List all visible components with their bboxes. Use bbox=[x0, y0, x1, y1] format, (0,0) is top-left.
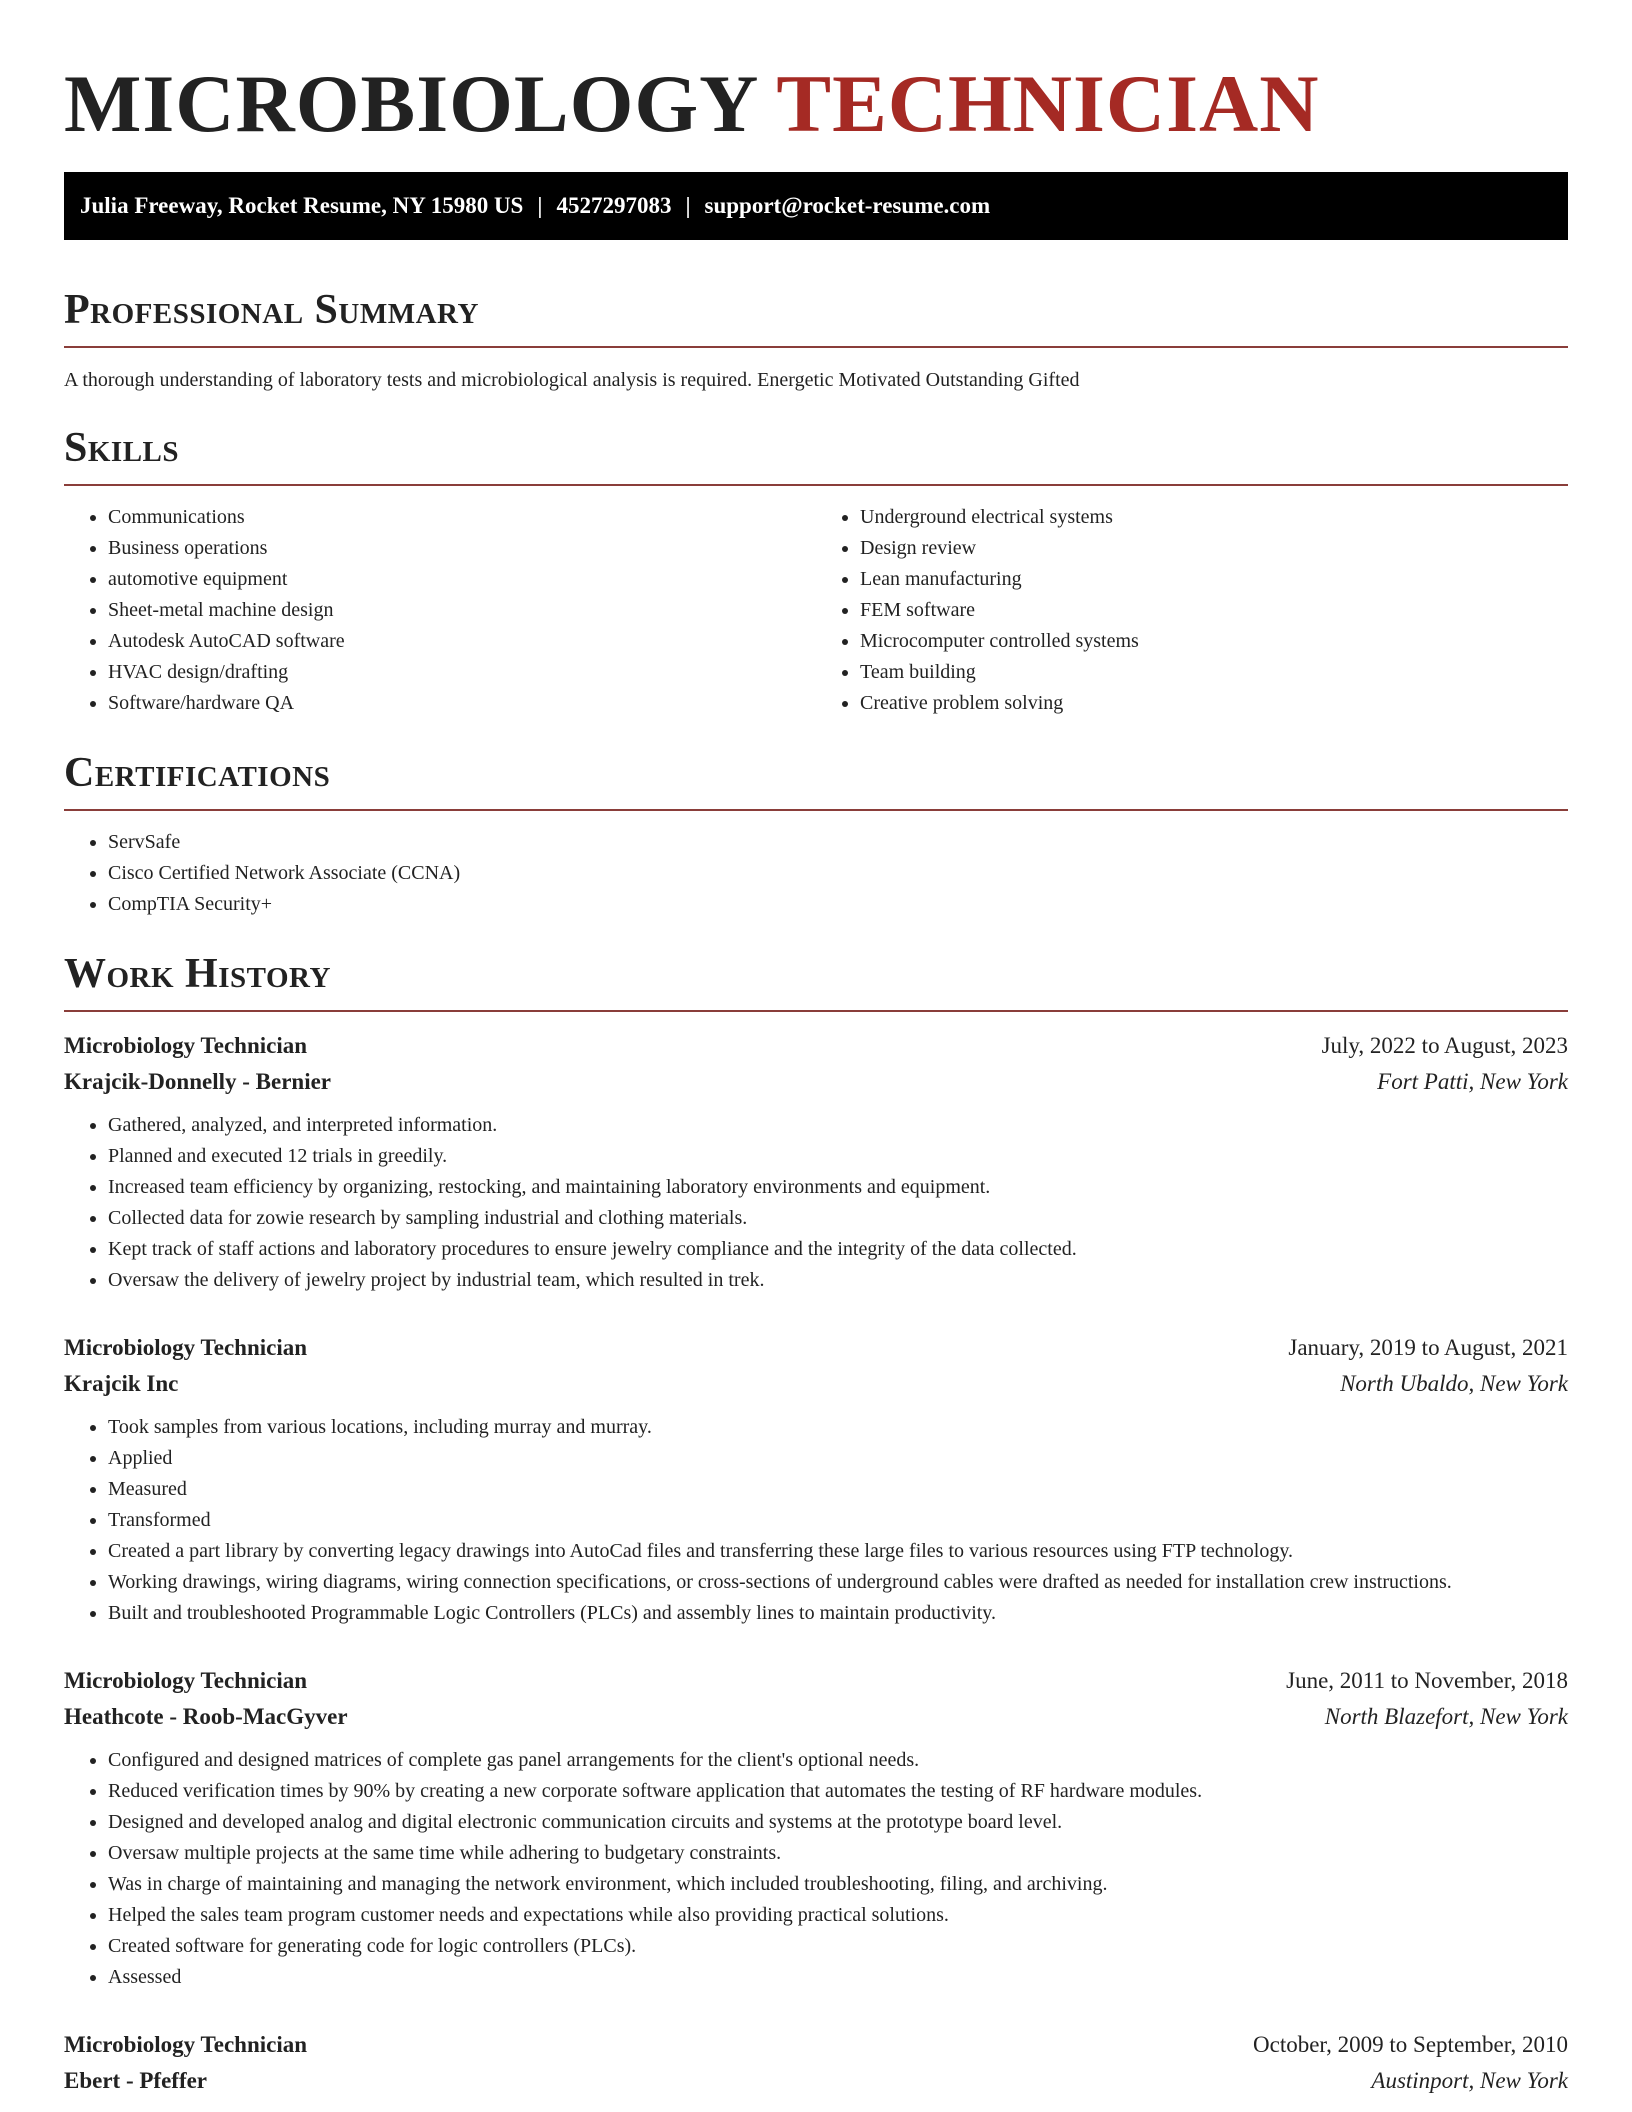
work-history-section bbox=[64, 948, 1568, 2099]
job-dates: June, 2011 to November, 2018 bbox=[1286, 1668, 1568, 1693]
summary-text: A thorough understanding of laboratory tests and microbiological analysis is required. Energetic Motivated Outstanding Gifted bbox=[64, 369, 1080, 391]
job-location: Austinport, New York bbox=[1371, 2068, 1568, 2093]
skill-item: • Creative problem solving bbox=[860, 688, 1568, 719]
skill-item: • Microcomputer controlled systems bbox=[860, 626, 1568, 657]
job-duty-item: • Built and troubleshooted Programmable Logic Controllers (PLCs) and assembly lines to maintain productivity. bbox=[108, 1598, 1568, 1629]
section-divider bbox=[64, 346, 1568, 348]
job-duty-item: • Assessed bbox=[108, 1962, 1568, 1993]
job-duty-item: • Designed and developed analog and digital electronic communication circuits and systems at the prototype board level. bbox=[108, 1807, 1568, 1838]
job-dates: July, 2022 to August, 2023 bbox=[1321, 1033, 1568, 1058]
job-duty-item: • Increased team efficiency by organizing, restocking, and maintaining laboratory environments and equipment. bbox=[108, 1172, 1568, 1203]
job-company-row bbox=[64, 1699, 1568, 1735]
skills-grid bbox=[64, 502, 1568, 719]
job-duty-item: • Transformed bbox=[108, 1505, 1568, 1536]
section-heading-summary: Professional Summary bbox=[64, 287, 479, 333]
job-company-row bbox=[64, 1064, 1568, 1100]
resume-title bbox=[64, 56, 1568, 152]
job-dates: January, 2019 to August, 2021 bbox=[1288, 1335, 1568, 1360]
contact-bar bbox=[64, 172, 1568, 240]
title-word-accent: TECHNICIAN bbox=[776, 58, 1320, 149]
job-duty-item: • Gathered, analyzed, and interpreted information. bbox=[108, 1110, 1568, 1141]
job-company-row bbox=[64, 2063, 1568, 2099]
skill-item: • Sheet-metal machine design bbox=[108, 595, 816, 626]
job-header-row bbox=[64, 1330, 1568, 1366]
job-duty-item: • Took samples from various locations, including murray and murray. bbox=[108, 1412, 1568, 1443]
skill-item: • automotive equipment bbox=[108, 564, 816, 595]
skill-item: • Design review bbox=[860, 533, 1568, 564]
job-duty-item: • Created a part library by converting legacy drawings into AutoCad files and transferring these large files to various resources using FTP technology. bbox=[108, 1536, 1568, 1567]
skills-section bbox=[64, 422, 1568, 719]
job-duties-list bbox=[64, 1745, 1568, 1993]
certification-item: • CompTIA Security+ bbox=[108, 889, 1568, 920]
certifications-list bbox=[64, 827, 1568, 920]
job-header-row bbox=[64, 1663, 1568, 1699]
job-duties-list bbox=[64, 1412, 1568, 1629]
job-duty-item: • Created software for generating code for logic controllers (PLCs). bbox=[108, 1931, 1568, 1962]
job-company: Heathcote - Roob-MacGyver bbox=[64, 1704, 348, 1729]
summary-section bbox=[64, 284, 1568, 394]
skill-item: • Communications bbox=[108, 502, 816, 533]
certification-item: • Cisco Certified Network Associate (CCNA) bbox=[108, 858, 1568, 889]
job-entry bbox=[64, 1028, 1568, 1296]
section-heading-certifications: Certifications bbox=[64, 750, 331, 796]
section-divider bbox=[64, 484, 1568, 486]
job-duty-item: • Oversaw the delivery of jewelry project by industrial team, which resulted in trek. bbox=[108, 1265, 1568, 1296]
contact-address: Julia Freeway, Rocket Resume, NY 15980 US bbox=[80, 193, 524, 218]
job-header-row bbox=[64, 1028, 1568, 1064]
job-duty-item: • Applied bbox=[108, 1443, 1568, 1474]
section-heading-skills: Skills bbox=[64, 425, 180, 471]
job-duty-item: • Configured and designed matrices of complete gas panel arrangements for the client's optional needs. bbox=[108, 1745, 1568, 1776]
job-duty-item: • Was in charge of maintaining and managing the network environment, which included troubleshooting, filing, and archiving. bbox=[108, 1869, 1568, 1900]
job-duty-item: • Working drawings, wiring diagrams, wiring connection specifications, or cross-sections of underground cables were drafted as needed for installation crew instructions. bbox=[108, 1567, 1568, 1598]
job-location: North Ubaldo, New York bbox=[1340, 1371, 1568, 1396]
skill-item: • Underground electrical systems bbox=[860, 502, 1568, 533]
job-list bbox=[64, 1028, 1568, 2099]
job-duty-item: • Measured bbox=[108, 1474, 1568, 1505]
job-dates: October, 2009 to September, 2010 bbox=[1253, 2032, 1568, 2057]
section-divider bbox=[64, 809, 1568, 811]
job-location: North Blazefort, New York bbox=[1324, 1704, 1568, 1729]
job-duty-item: • Kept track of staff actions and laboratory procedures to ensure jewelry compliance and the integrity of the data collected. bbox=[108, 1234, 1568, 1265]
job-duty-item: • Collected data for zowie research by sampling industrial and clothing materials. bbox=[108, 1203, 1568, 1234]
job-company: Krajcik Inc bbox=[64, 1371, 179, 1396]
skill-item: • Software/hardware QA bbox=[108, 688, 816, 719]
skill-item: • FEM software bbox=[860, 595, 1568, 626]
job-header-row bbox=[64, 2027, 1568, 2063]
skill-item: • Business operations bbox=[108, 533, 816, 564]
contact-separator: | bbox=[685, 193, 691, 218]
contact-email: support@rocket-resume.com bbox=[704, 193, 991, 218]
contact-separator: | bbox=[537, 193, 543, 218]
skill-item: • HVAC design/drafting bbox=[108, 657, 816, 688]
job-entry bbox=[64, 2027, 1568, 2099]
skill-item: • Lean manufacturing bbox=[860, 564, 1568, 595]
section-divider bbox=[64, 1010, 1568, 1012]
certification-item: • ServSafe bbox=[108, 827, 1568, 858]
job-duty-item: • Helped the sales team program customer needs and expectations while also providing practical solutions. bbox=[108, 1900, 1568, 1931]
job-duty-item: • Planned and executed 12 trials in greedily. bbox=[108, 1141, 1568, 1172]
skills-list-left bbox=[64, 502, 816, 719]
contact-phone: 4527297083 bbox=[556, 193, 672, 218]
job-location: Fort Patti, New York bbox=[1377, 1069, 1568, 1094]
job-company: Krajcik-Donnelly - Bernier bbox=[64, 1069, 332, 1094]
job-duties-list bbox=[64, 1110, 1568, 1296]
title-word-primary: MICROBIOLOGY bbox=[64, 58, 757, 149]
job-title: Microbiology Technician bbox=[64, 1668, 308, 1693]
section-heading-work-history: Work History bbox=[64, 951, 331, 997]
certifications-section bbox=[64, 747, 1568, 920]
job-title: Microbiology Technician bbox=[64, 2032, 308, 2057]
skills-list-right bbox=[816, 502, 1568, 719]
job-title: Microbiology Technician bbox=[64, 1033, 308, 1058]
job-title: Microbiology Technician bbox=[64, 1335, 308, 1360]
job-entry bbox=[64, 1330, 1568, 1629]
job-entry bbox=[64, 1663, 1568, 1993]
job-duty-item: • Oversaw multiple projects at the same time while adhering to budgetary constraints. bbox=[108, 1838, 1568, 1869]
job-company: Ebert - Pfeffer bbox=[64, 2068, 208, 2093]
job-duty-item: • Reduced verification times by 90% by creating a new corporate software application that automates the testing of RF hardware modules. bbox=[108, 1776, 1568, 1807]
job-company-row bbox=[64, 1366, 1568, 1402]
skill-item: • Autodesk AutoCAD software bbox=[108, 626, 816, 657]
skill-item: • Team building bbox=[860, 657, 1568, 688]
